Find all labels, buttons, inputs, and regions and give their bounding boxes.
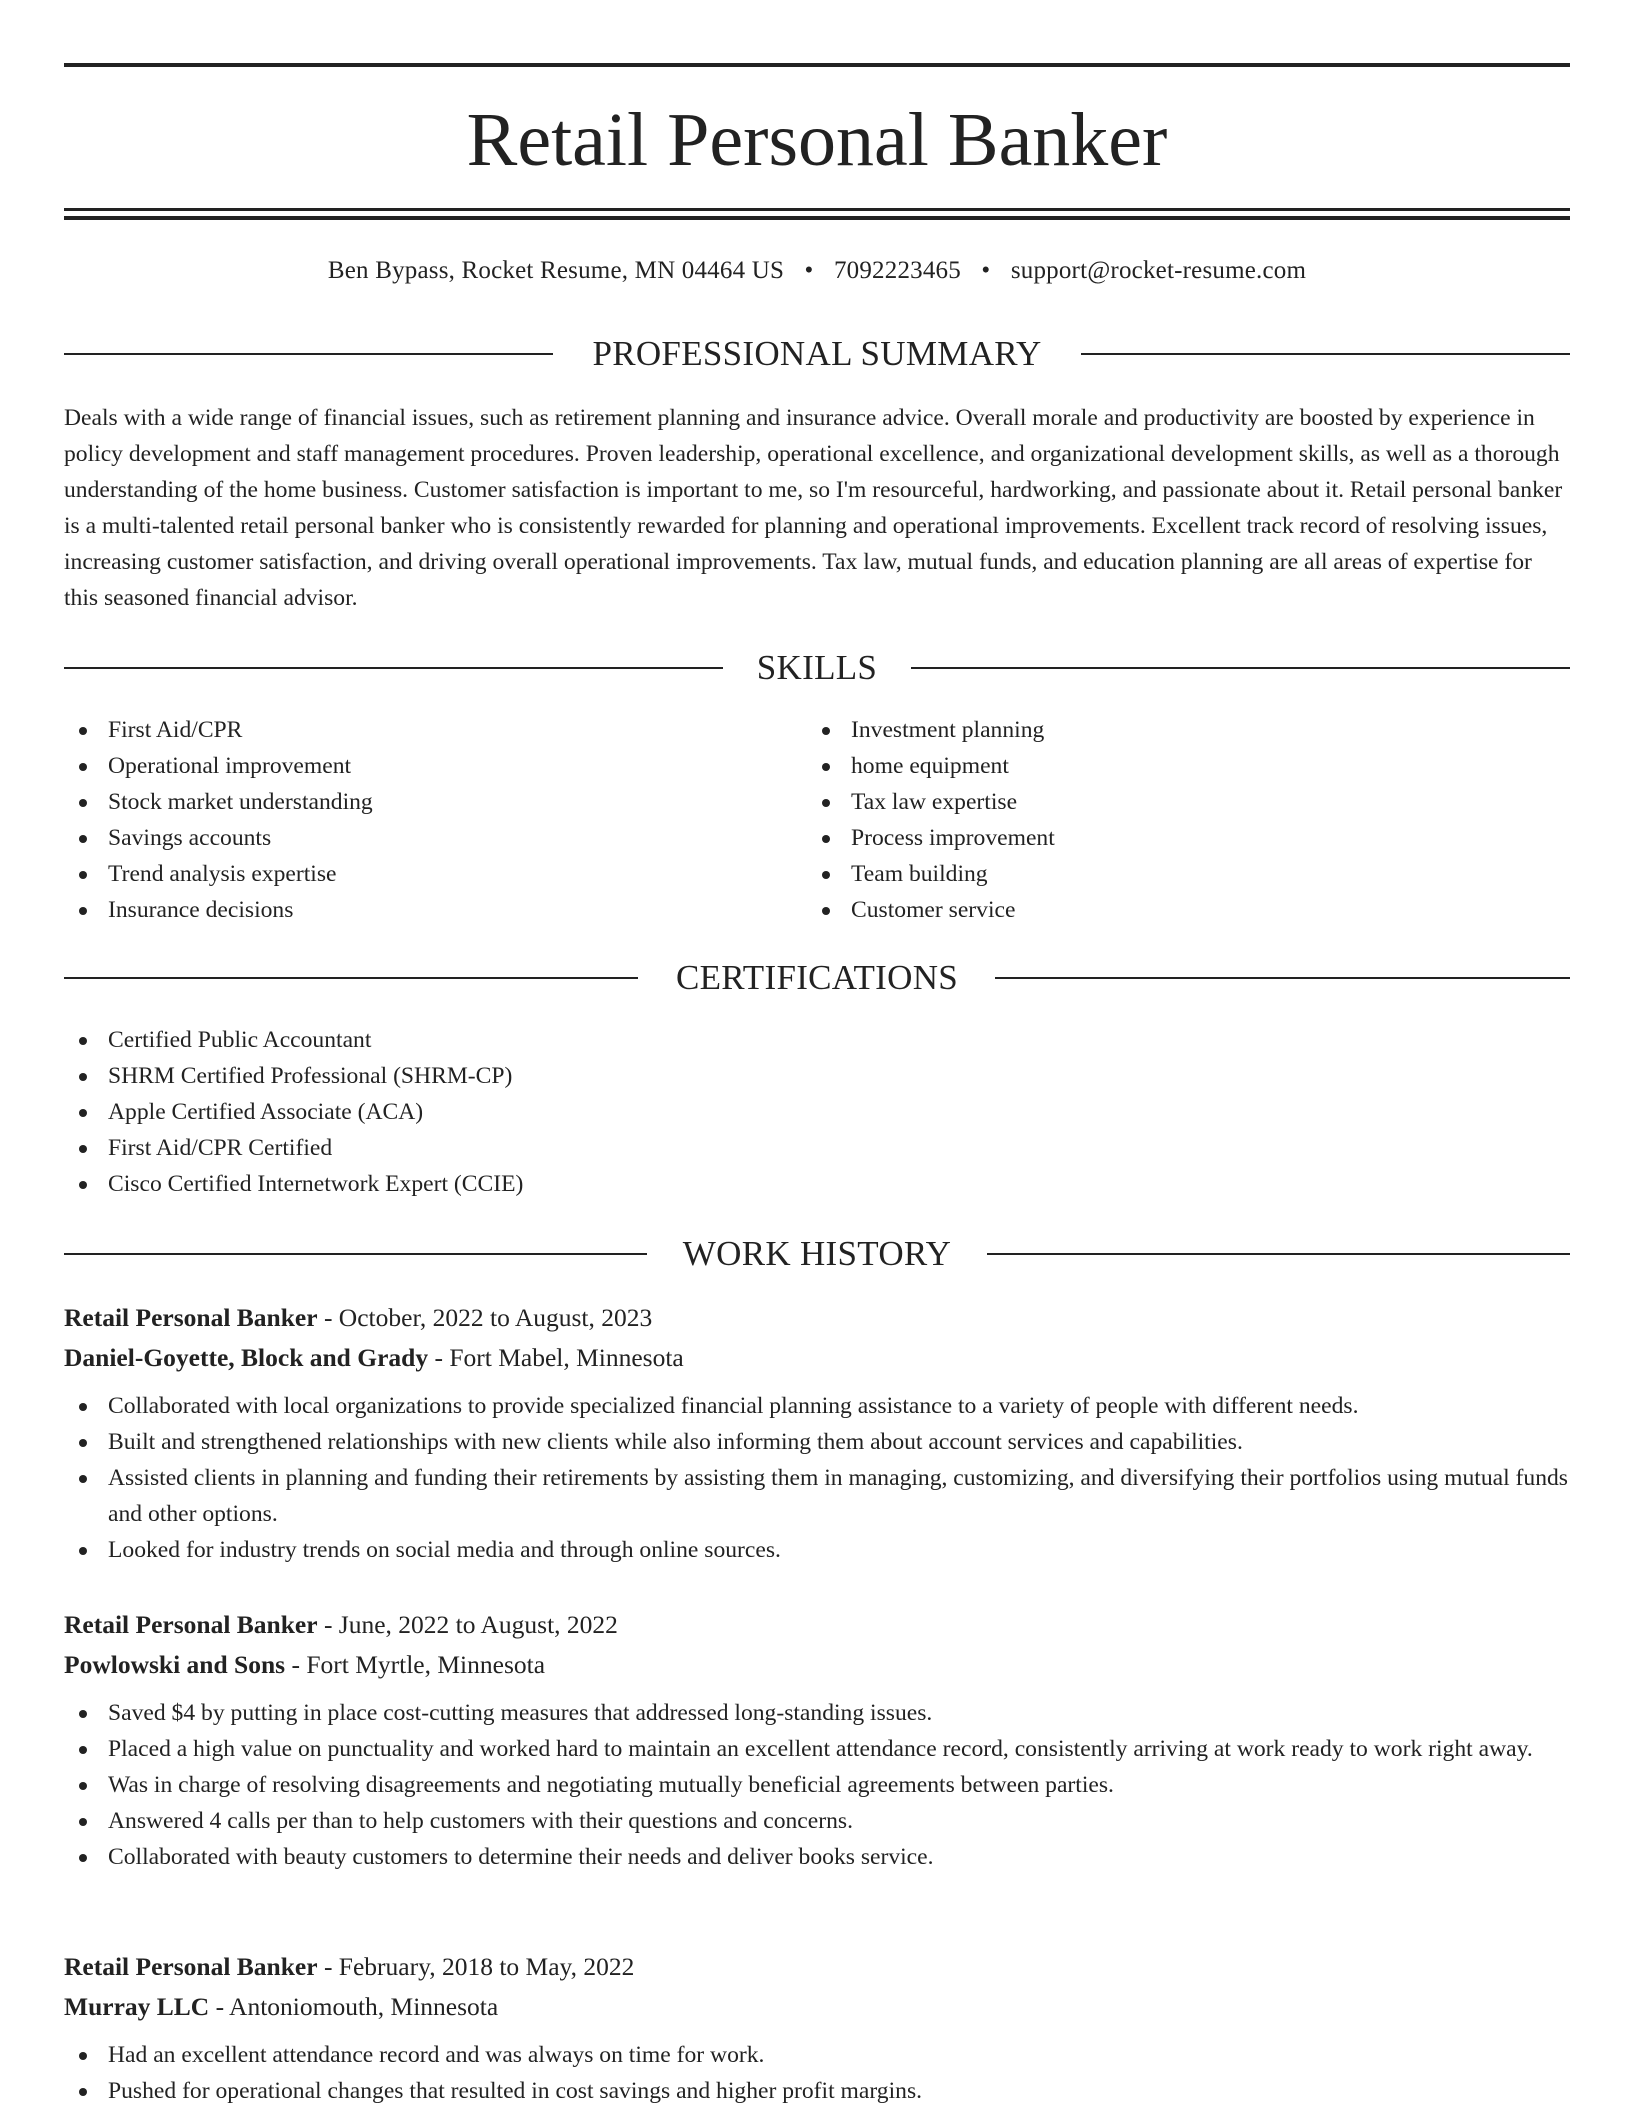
job-bullets	[64, 2037, 1570, 2109]
contact-separator: •	[804, 257, 814, 284]
certification-item: First Aid/CPR Certified	[64, 1130, 1570, 1166]
certification-item: Cisco Certified Internetwork Expert (CCIE)	[64, 1166, 1570, 1202]
contact-phone: 7092223465	[833, 257, 961, 284]
job-bullet: Answered 4 calls per than to help customers with their questions and concerns.	[64, 1803, 1570, 1839]
job-bullet: Saved $4 by putting in place cost-cutting measures that addressed long-standing issues.	[64, 1695, 1570, 1731]
contact-line	[64, 254, 1570, 288]
skills-list-right	[807, 712, 1567, 928]
job-bullet: Built and strengthened relationships with new clients while also informing them about account services and capabilities.	[64, 1424, 1570, 1460]
certification-item: Apple Certified Associate (ACA)	[64, 1094, 1570, 1130]
contact-email: support@rocket-resume.com	[1010, 257, 1307, 284]
job-company-line	[64, 1647, 1570, 1683]
job-entry	[64, 1949, 1570, 2109]
job-bullet: Was in charge of resolving disagreements and negotiating mutually beneficial agreements between parties.	[64, 1767, 1570, 1803]
job-bullets	[64, 1695, 1570, 1875]
section-title-skills: SKILLS	[756, 648, 878, 687]
job-role: Retail Personal Banker	[64, 1610, 318, 1639]
skill-item: Customer service	[807, 892, 1567, 928]
section-header-summary	[64, 332, 1570, 376]
section-title-summary: PROFESSIONAL SUMMARY	[592, 334, 1042, 373]
certification-item: Certified Public Accountant	[64, 1022, 1570, 1058]
resume-title: Retail Personal Banker	[466, 98, 1168, 182]
job-company-line	[64, 1340, 1570, 1376]
job-role-line	[64, 1300, 1570, 1336]
job-role-line	[64, 1607, 1570, 1643]
job-dates: - October, 2022 to August, 2023	[317, 1303, 653, 1332]
job-company: Powlowski and Sons	[64, 1650, 286, 1679]
job-location: - Antoniomouth, Minnesota	[209, 1992, 499, 2021]
section-header-certifications	[64, 956, 1570, 1000]
job-company: Daniel-Goyette, Block and Grady	[64, 1343, 429, 1372]
skill-item: Trend analysis expertise	[64, 856, 764, 892]
skill-item: home equipment	[807, 748, 1567, 784]
job-entry	[64, 1300, 1570, 1568]
job-dates: - February, 2018 to May, 2022	[317, 1952, 635, 1981]
contact-separator: •	[981, 257, 991, 284]
job-bullets	[64, 1388, 1570, 1568]
skill-item: First Aid/CPR	[64, 712, 764, 748]
job-company-line	[64, 1989, 1570, 2025]
job-bullet: Looked for industry trends on social media and through online sources.	[64, 1532, 1570, 1568]
job-dates: - June, 2022 to August, 2022	[317, 1610, 618, 1639]
job-role: Retail Personal Banker	[64, 1303, 318, 1332]
skill-item: Insurance decisions	[64, 892, 764, 928]
header-double-rule-lower	[64, 216, 1570, 220]
job-company: Murray LLC	[64, 1992, 210, 2021]
job-bullet: Assisted clients in planning and funding their retirements by assisting them in managing, customizing, and diversifying their portfolios using mutual funds and other options.	[64, 1460, 1570, 1532]
section-title-certifications: CERTIFICATIONS	[675, 958, 959, 997]
skill-item: Team building	[807, 856, 1567, 892]
job-location: - Fort Mabel, Minnesota	[428, 1343, 684, 1372]
header-double-rule-upper	[64, 208, 1570, 211]
job-bullet: Pushed for operational changes that resulted in cost savings and higher profit margins.	[64, 2073, 1570, 2109]
job-entry	[64, 1607, 1570, 1875]
skill-item: Tax law expertise	[807, 784, 1567, 820]
skills-list-left	[64, 712, 764, 928]
job-bullet: Had an excellent attendance record and was always on time for work.	[64, 2037, 1570, 2073]
skill-item: Savings accounts	[64, 820, 764, 856]
certification-item: SHRM Certified Professional (SHRM-CP)	[64, 1058, 1570, 1094]
job-bullet: Collaborated with local organizations to provide specialized financial planning assistance to a variety of people with different needs.	[64, 1388, 1570, 1424]
job-location: - Fort Myrtle, Minnesota	[285, 1650, 546, 1679]
job-role-line	[64, 1949, 1570, 1985]
skill-item: Operational improvement	[64, 748, 764, 784]
job-bullet: Collaborated with beauty customers to determine their needs and deliver books service.	[64, 1839, 1570, 1875]
skill-item: Stock market understanding	[64, 784, 764, 820]
section-header-work-history	[64, 1232, 1570, 1276]
section-title-work-history: WORK HISTORY	[682, 1234, 952, 1273]
job-bullet: Placed a high value on punctuality and worked hard to maintain an excellent attendance record, consistently arriving at work ready to work right away.	[64, 1731, 1570, 1767]
contact-address: Ben Bypass, Rocket Resume, MN 04464 US	[327, 257, 785, 284]
header-top-rule	[64, 63, 1570, 67]
certifications-list	[64, 1022, 1570, 1202]
summary-text: Deals with a wide range of financial issues, such as retirement planning and insurance advice. Overall morale and productivity are boosted by experience in policy development and staff management procedures. Proven leadership, operational excellence, and organizational development skills, as well as a thorough understanding of the home business. Customer satisfaction is important to me, so I'm resourceful, hardworking, and passionate about it. Retail personal banker is a multi-talented retail personal banker who is consistently rewarded for planning and operational improvements. Excellent track record of resolving issues, increasing customer satisfaction, and driving overall operational improvements. Tax law, mutual funds, and education planning are all areas of expertise for this seasoned financial advisor.	[64, 405, 1563, 611]
section-header-skills	[64, 646, 1570, 690]
skill-item: Process improvement	[807, 820, 1567, 856]
job-role: Retail Personal Banker	[64, 1952, 318, 1981]
skill-item: Investment planning	[807, 712, 1567, 748]
